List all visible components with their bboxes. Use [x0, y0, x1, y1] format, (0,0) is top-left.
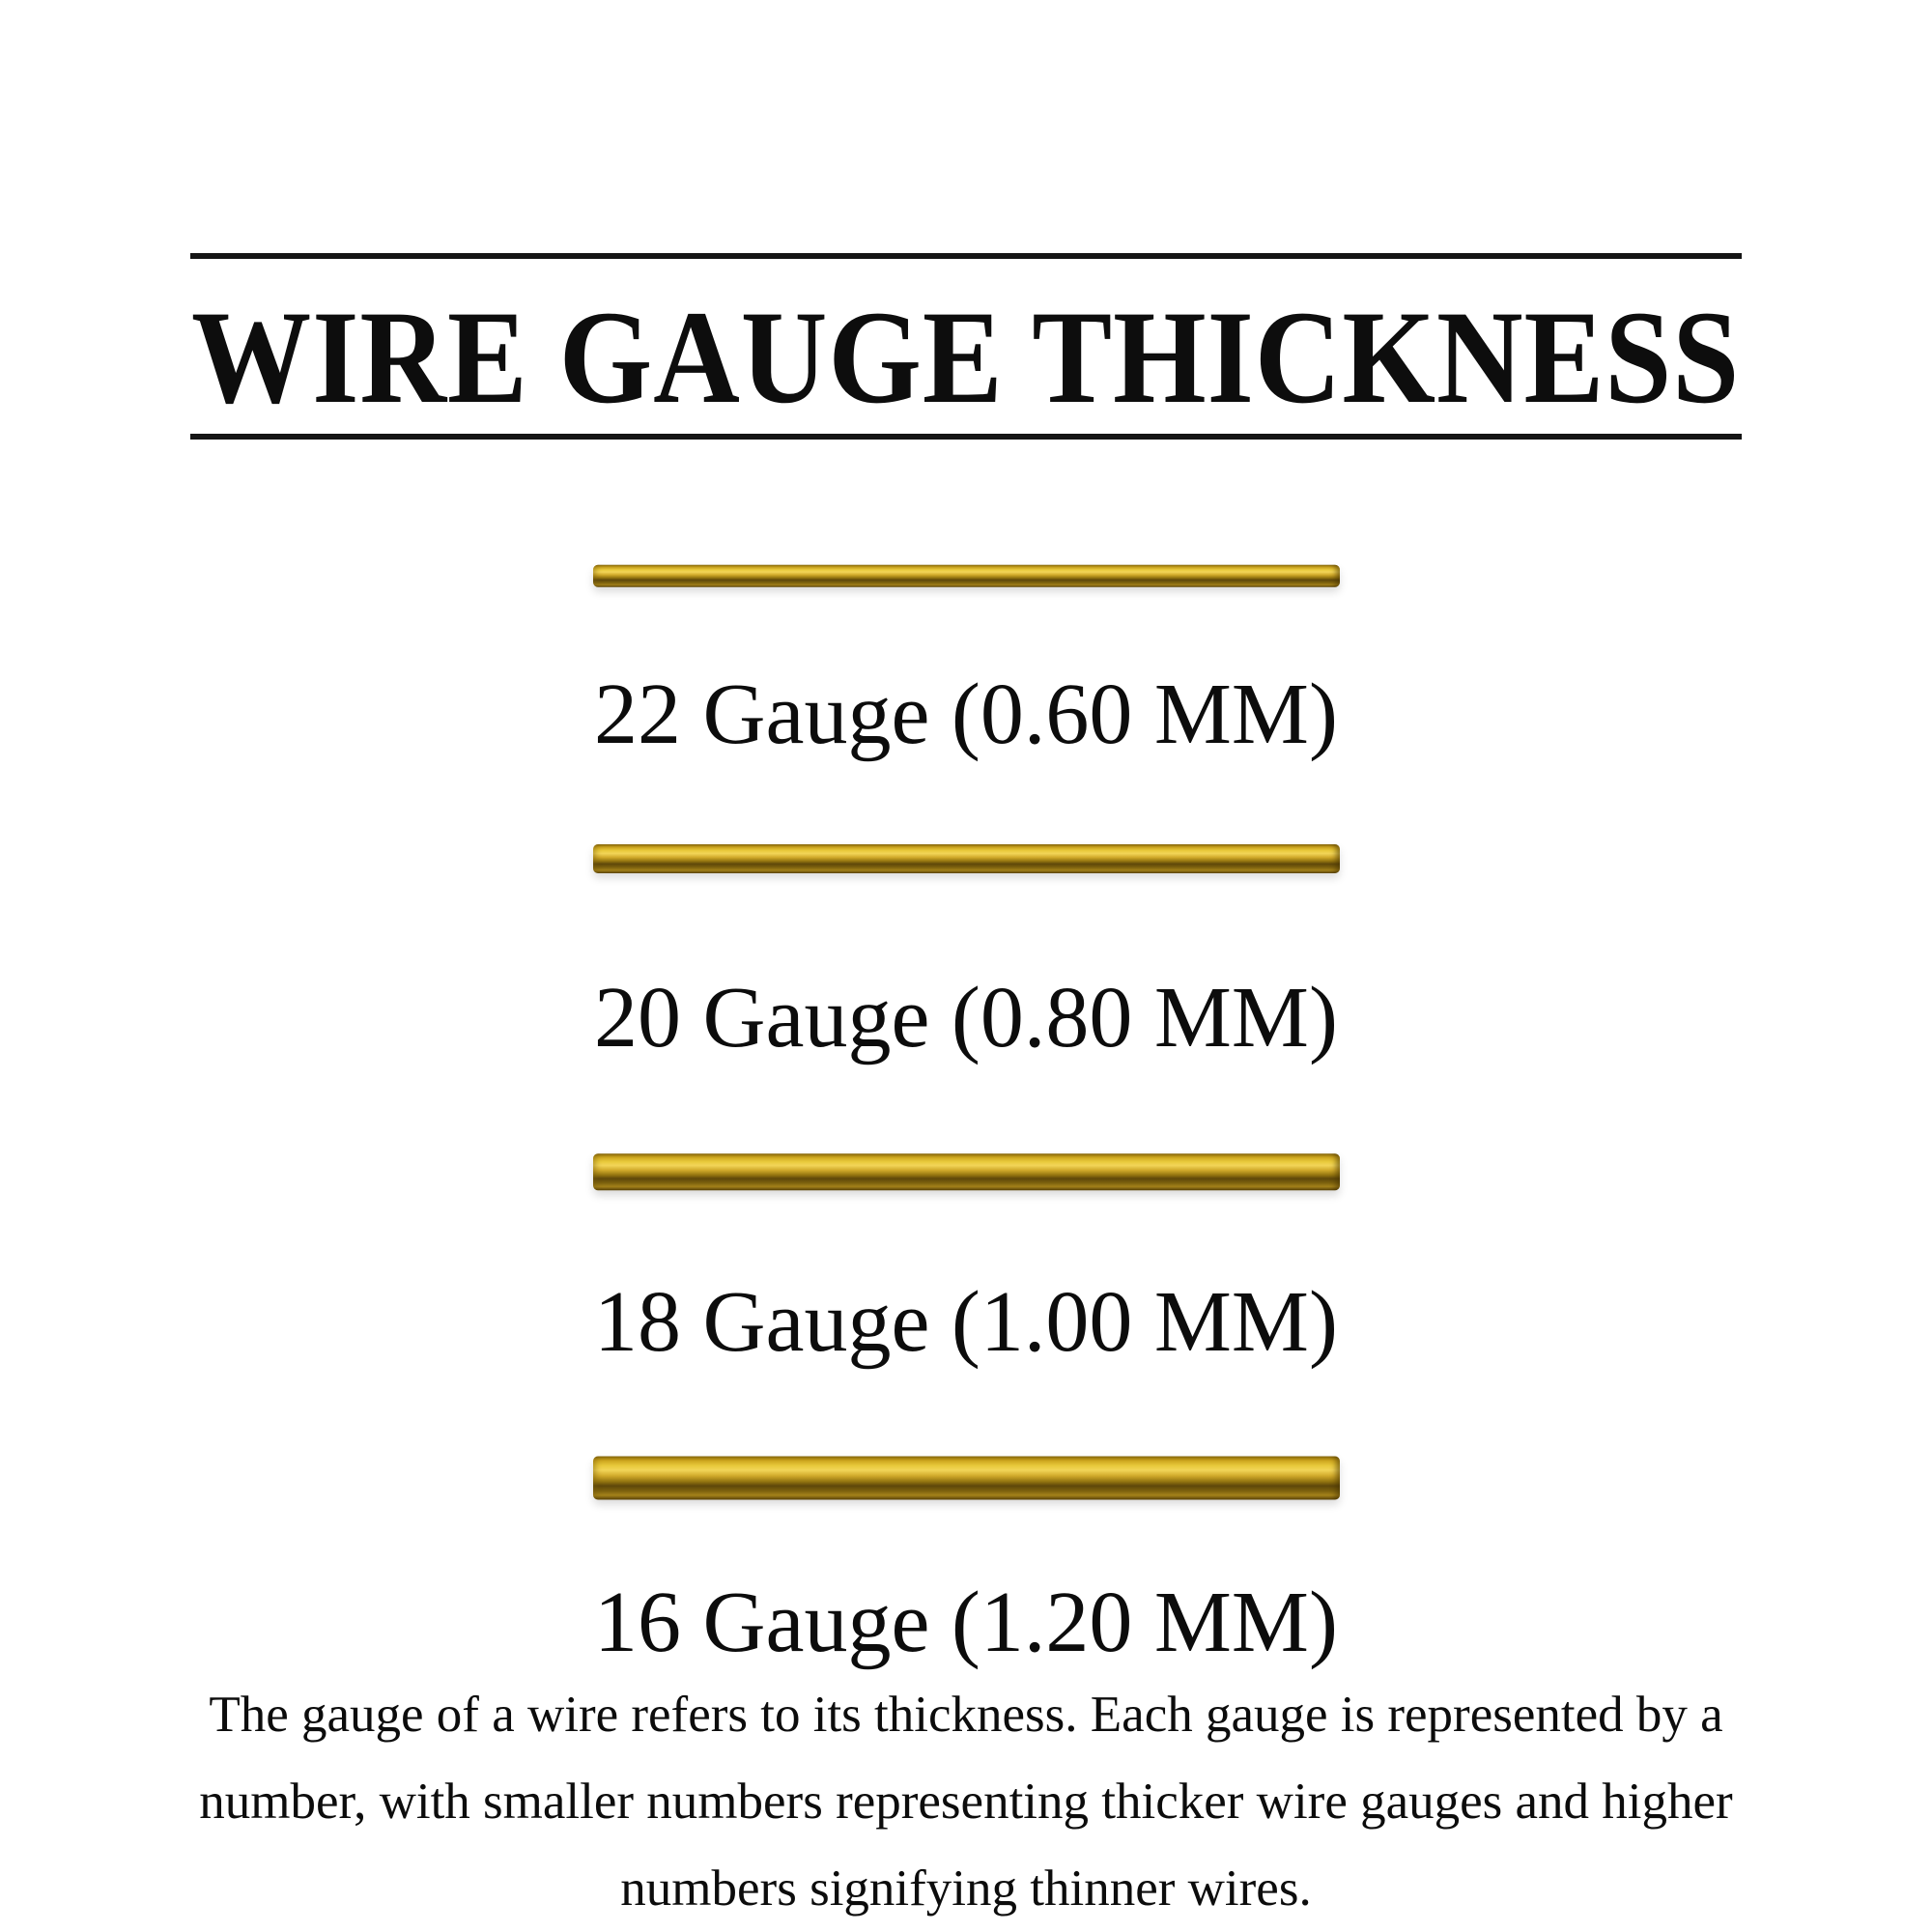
gauge-label-20: 20 Gauge (0.80 MM)	[594, 970, 1338, 1065]
page-title	[0, 280, 1932, 434]
footer-line-1: The gauge of a wire refers to its thickness. Each gauge is represented by a	[209, 1687, 1723, 1743]
footer-line-2: number, with smaller numbers representing thicker wire gauges and higher	[199, 1774, 1733, 1830]
wire-16-gauge-illustration	[593, 1457, 1340, 1500]
footer-line-3: numbers signifying thinner wires.	[620, 1861, 1312, 1917]
gauge-label-16: 16 Gauge (1.20 MM)	[594, 1575, 1338, 1670]
gauge-label-22: 22 Gauge (0.60 MM)	[594, 667, 1338, 762]
wire-22-gauge-illustration	[593, 565, 1340, 587]
footer-description	[145, 1671, 1787, 1932]
page-title-text: WIRE GAUGE THICKNESS	[191, 283, 1741, 431]
wire-20-gauge-illustration	[593, 844, 1340, 873]
wire-18-gauge-illustration	[593, 1153, 1340, 1190]
title-rule-top	[190, 253, 1742, 259]
title-rule-bottom	[190, 434, 1742, 440]
gauge-label-18: 18 Gauge (1.00 MM)	[594, 1274, 1338, 1370]
